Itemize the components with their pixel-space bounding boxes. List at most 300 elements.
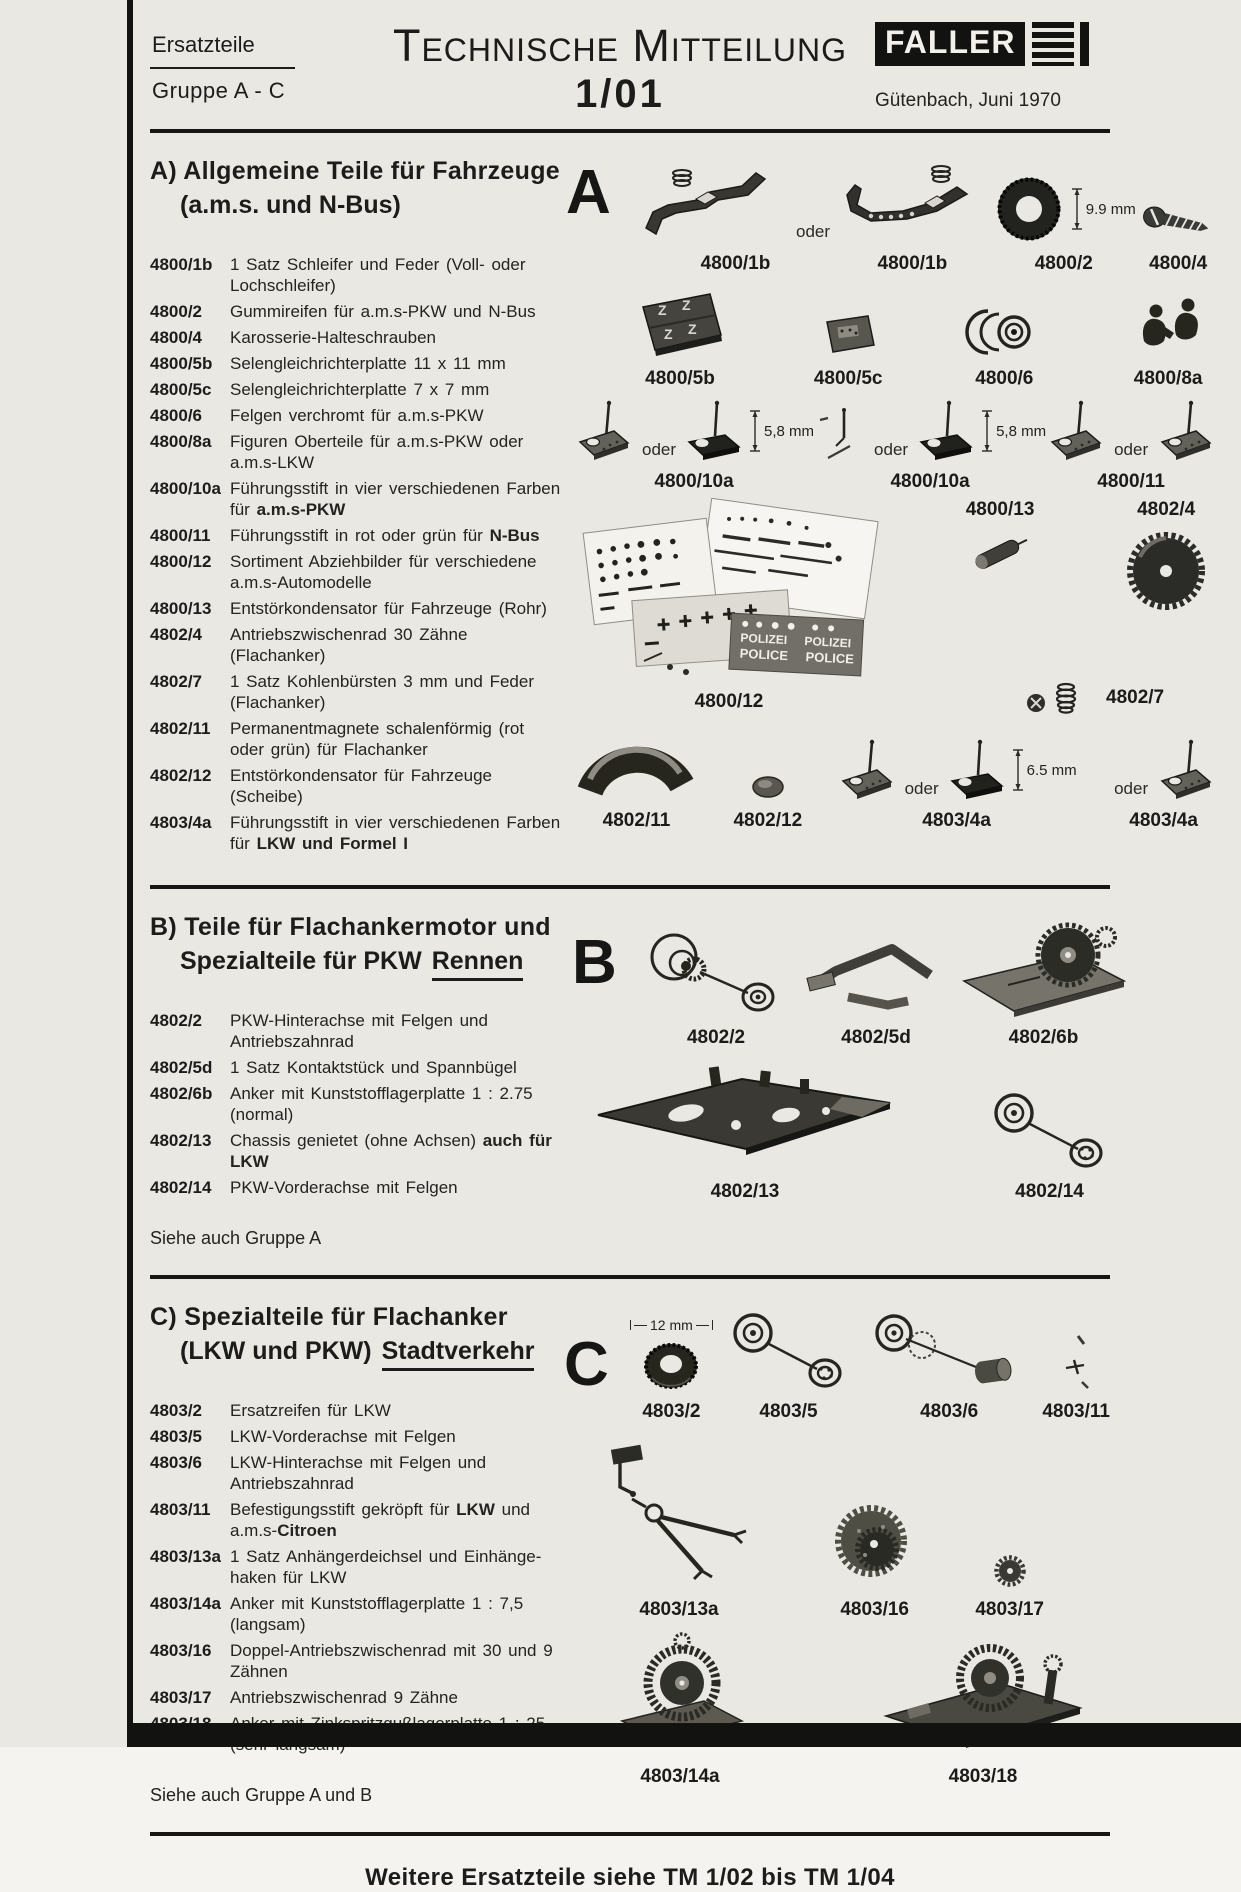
part-description	[230, 478, 562, 520]
part-number-label: 4803/14a	[640, 1766, 720, 1787]
part-number-label: 4800/4	[1149, 253, 1208, 274]
figure-parts	[638, 1338, 704, 1394]
figure-4800-13	[964, 499, 1036, 579]
section-heading-line2	[150, 947, 562, 976]
figure-row	[574, 1309, 1110, 1423]
figure-with-side-label	[1022, 677, 1164, 719]
part-description	[230, 431, 562, 473]
part-number-label: 4802/11	[602, 810, 671, 831]
part-description-segment: Anker mit Kunststofflagerplatte 1 : 7,5 (langsam)	[230, 1594, 524, 1634]
parts-list-item	[150, 405, 562, 426]
oder-label: oder	[1114, 779, 1149, 798]
figure-4802-7	[1022, 677, 1164, 719]
parts-list-item	[150, 1452, 562, 1494]
logo-bar-icon	[1080, 22, 1089, 66]
parts-list-item	[150, 1130, 562, 1172]
parts-list-item	[150, 1687, 562, 1708]
figure-parts	[636, 925, 796, 1020]
part-description-segment: und a.m.s-	[230, 1500, 530, 1540]
part-number: 4802/2	[150, 1011, 202, 1030]
part-description	[230, 1452, 562, 1494]
left-margin-rule	[127, 0, 133, 1727]
section-heading-line2	[150, 191, 562, 220]
part-description-segment: Karosserie-Halteschrauben	[230, 328, 436, 347]
parts-list-item	[150, 379, 562, 400]
part-description-segment: Führungsstift in vier verschiedenen Farben für	[230, 813, 561, 853]
parts-list-item	[150, 431, 562, 473]
tire-small-icon	[638, 1338, 704, 1394]
part-description-segment: Permanentmagnete schalenförmig (rot oder grün) für Flachanker	[230, 719, 525, 759]
part-number-label: 4800/13	[965, 499, 1035, 520]
parts-list-item	[150, 624, 562, 666]
figure-row	[574, 915, 1131, 1049]
oder-label: oder	[796, 222, 831, 241]
svg-text:Z: Z	[682, 297, 691, 313]
part-number-label: 4803/11	[1042, 1401, 1110, 1422]
section-B	[150, 889, 1110, 1263]
parts-list-item	[150, 301, 562, 322]
figure-parts	[1126, 295, 1210, 361]
part-number: 4802/14	[150, 1178, 212, 1197]
part-number: 4803/6	[150, 1453, 202, 1472]
figure-parts	[817, 1497, 932, 1592]
part-description-segment: 1 Satz Anhängerdeichsel und Einhänge-haken für LKW	[230, 1547, 542, 1587]
figure-parts	[982, 1089, 1117, 1174]
parts-list-item	[150, 598, 562, 619]
figure-parts	[966, 303, 1042, 361]
part-description-segment: Anker mit Kunststofflagerplatte 1 : 2.75 (normal)	[230, 1084, 533, 1124]
parts-list	[150, 1400, 562, 1755]
parts-list-item	[150, 1546, 562, 1588]
dimension-annotation: 12 mm	[630, 1317, 713, 1333]
part-description	[230, 405, 562, 426]
part-number: 4803/16	[150, 1641, 212, 1660]
section-heading-line1: C) Spezialteile für Flachanker	[150, 1303, 508, 1331]
issue-number: 1/01	[575, 72, 665, 116]
brush-spring-icon	[1022, 677, 1092, 719]
guide-pin-light-icon	[837, 737, 897, 803]
page-title: Technische Mitteilung	[392, 20, 848, 71]
part-number: 4802/4	[150, 625, 202, 644]
figure-4800-10a	[814, 398, 1046, 493]
part-description-segment: Gummireifen für a.m.s-PKW und N-Bus	[230, 302, 536, 321]
part-number: 4800/13	[150, 599, 212, 618]
section-heading	[150, 1303, 562, 1366]
part-number: 4803/13a	[150, 1547, 221, 1566]
contact-slider-icon	[638, 166, 788, 246]
oder-label: oder	[642, 440, 677, 459]
figure-parts	[1111, 737, 1216, 803]
part-number: 4802/5d	[150, 1058, 213, 1077]
part-description	[230, 1010, 562, 1052]
screw-icon	[1140, 198, 1216, 246]
part-number-label: 4800/8a	[1133, 368, 1203, 389]
figure-parts	[1140, 198, 1216, 246]
part-number-label: 4803/4a	[922, 810, 991, 831]
figure-4800-10a	[574, 398, 814, 493]
part-description-segment: Antriebszwischenrad 30 Zähne (Flachanker)	[230, 625, 468, 665]
section-heading-line2-text: (a.m.s. und N-Bus)	[180, 191, 401, 219]
drawbar-icon	[584, 1437, 774, 1592]
part-number: 4800/5b	[150, 354, 213, 373]
figure-4800-5b	[630, 285, 730, 390]
parts-list-item	[150, 1400, 562, 1421]
part-number: 4800/2	[150, 302, 202, 321]
dimension-annotation: 5,8 mm	[981, 408, 1046, 454]
rear-axle-icon	[636, 925, 796, 1020]
contact-slider-dotted-icon	[837, 161, 987, 246]
parts-list-item	[150, 1057, 562, 1078]
header-left	[150, 20, 365, 117]
part-description	[230, 1640, 562, 1682]
part-description-segment: Sortiment Abziehbilder für verschiedene a.m.s-Automodelle	[230, 552, 537, 592]
figure-4803-17	[975, 1550, 1044, 1621]
figure-4800-5c	[814, 307, 883, 390]
figure-parts	[837, 737, 1077, 803]
section-heading-line1: A) Allgemeine Teile für Fahrzeuge	[150, 157, 560, 185]
part-number-label: 4802/4	[1137, 499, 1196, 520]
parts-list	[150, 254, 562, 854]
figure-4803-16	[817, 1497, 932, 1621]
section-letter: C	[564, 1330, 609, 1399]
parts-list-item	[150, 478, 562, 520]
part-number-label: 4803/18	[948, 1766, 1018, 1787]
part-number: 4800/5c	[150, 380, 212, 399]
part-number: 4803/2	[150, 1401, 202, 1420]
part-description-segment: PKW-Vorderachse mit Felgen	[230, 1178, 458, 1197]
contact-bracket-icon	[796, 935, 956, 1020]
figure-parts	[1116, 527, 1216, 615]
figure-parts	[638, 166, 833, 246]
part-description	[230, 1687, 562, 1708]
figure-parts	[986, 1550, 1034, 1592]
part-description-segment: 1 Satz Kohlenbürsten 3 mm und Feder (Flachanker)	[230, 672, 534, 712]
figure-4802-14	[982, 1089, 1117, 1203]
figure-4803-6	[864, 1309, 1034, 1423]
part-number: 4802/6b	[150, 1084, 213, 1103]
front-axle-icon	[721, 1309, 856, 1394]
part-description-segment: Selengleichrichterplatte 11 x 11 mm	[230, 354, 506, 373]
part-number: 4800/10a	[150, 479, 221, 498]
part-description-segment: LKW und Formel I	[256, 834, 408, 853]
figure-4803-5	[721, 1309, 856, 1423]
double-gear-icon	[817, 1497, 932, 1592]
part-number-label: 4803/2	[642, 1401, 701, 1422]
svg-text:POLIZEI: POLIZEI	[740, 630, 788, 648]
part-number: 4800/12	[150, 552, 212, 571]
figure-parts	[796, 935, 956, 1020]
part-number: 4800/8a	[150, 432, 212, 451]
figure-4802-12	[733, 771, 802, 832]
parts-list-item	[150, 353, 562, 374]
part-description-segment: a.m.s-PKW	[256, 500, 346, 519]
chrome-wheel-icon	[966, 303, 1042, 361]
part-description	[230, 1177, 562, 1198]
chassis-icon	[590, 1059, 900, 1174]
figure-4803-13a	[584, 1437, 774, 1621]
dimension-annotation: 6.5 mm	[1012, 747, 1077, 793]
part-number-label: 4800/12	[694, 691, 764, 712]
part-number-label: 4800/11	[1097, 471, 1165, 492]
part-description	[230, 1057, 562, 1078]
section-B-figures	[562, 913, 1131, 1249]
part-number: 4803/14a	[150, 1594, 221, 1613]
header-center	[365, 20, 875, 117]
magnet-shell-icon	[574, 719, 699, 803]
footer-note: Weitere Ersatzteile siehe TM 1/02 bis TM 1/04	[365, 1864, 895, 1891]
parts-list-item	[150, 1499, 562, 1541]
figure-4802-6b	[956, 915, 1131, 1049]
section-heading-line2-text: Spezialteile für PKW	[180, 947, 422, 975]
header-right	[875, 20, 1110, 117]
parts-list-item	[150, 525, 562, 546]
section-heading	[150, 913, 562, 976]
figure-parts	[956, 915, 1131, 1020]
section-letter: B	[572, 928, 617, 997]
part-number-label: 4800/10a	[890, 471, 970, 492]
part-description-segment: LKW	[456, 1500, 495, 1519]
part-description-segment: Führungsstift in vier verschiedenen Farben für	[230, 479, 561, 519]
part-description	[230, 598, 562, 619]
part-description	[230, 812, 562, 854]
figure-4800-6	[966, 303, 1042, 390]
part-number: 4800/1b	[150, 255, 213, 274]
guide-pin-light-icon	[1046, 398, 1106, 464]
figure-4803-14a	[600, 1629, 760, 1788]
part-number-label: 4800/1b	[877, 253, 948, 274]
figure-4803-4a	[837, 737, 1077, 832]
guide-pin-dark-icon	[684, 398, 744, 464]
part-number-label: 4803/13a	[639, 1599, 719, 1620]
figure-parts	[1054, 1330, 1098, 1394]
figure-4800-4	[1140, 198, 1216, 275]
svg-text:POLICE: POLICE	[739, 645, 789, 664]
part-number: 4803/11	[150, 1500, 211, 1519]
part-description	[230, 1426, 562, 1447]
guide-pin-light-icon	[1156, 398, 1216, 464]
faller-logo	[875, 22, 1110, 66]
svg-text:POLICE: POLICE	[805, 649, 855, 667]
section-heading-line2-text: (LKW und PKW)	[180, 1337, 372, 1365]
part-description-segment: Chassis genietet (ohne Achsen)	[230, 1131, 483, 1150]
parts-list-item	[150, 718, 562, 760]
part-number-label: 4802/5d	[841, 1027, 911, 1048]
part-description	[230, 254, 562, 296]
rectifier-plate-small-icon	[816, 307, 880, 361]
part-description-segment: auch für LKW	[230, 1131, 552, 1171]
footer	[150, 1836, 1110, 1892]
part-number: 4802/7	[150, 672, 202, 691]
capacitor-tube-icon	[964, 527, 1036, 579]
part-description-segment: Felgen verchromt für a.m.s-PKW	[230, 406, 484, 425]
guide-pin-light-icon	[1156, 737, 1216, 803]
parts-list-item	[150, 1010, 562, 1052]
see-also-note: Siehe auch Gruppe A	[150, 1228, 322, 1248]
guide-pin-dark-icon	[947, 737, 1007, 803]
part-number: 4803/4a	[150, 813, 212, 832]
figure-row	[574, 285, 1216, 390]
figures-icon	[1126, 295, 1210, 361]
section-heading-underlined-word: Rennen	[432, 947, 524, 981]
figure-4803-2	[630, 1317, 713, 1423]
figure-row	[574, 1059, 1131, 1203]
part-number-label: 4800/1b	[700, 253, 771, 274]
part-description	[230, 1130, 562, 1172]
part-description-segment: 1 Satz Schleifer und Feder (Voll- oder Lochschleifer)	[230, 255, 526, 295]
figure-4800-11	[1046, 398, 1216, 493]
figure-parts	[574, 719, 699, 803]
figure-row	[574, 398, 1216, 493]
part-number-label: 4800/10a	[654, 471, 734, 492]
figure-parts	[816, 307, 880, 361]
figure-row	[574, 161, 1216, 275]
svg-text:Z: Z	[688, 321, 697, 337]
front-axle-icon	[982, 1089, 1117, 1174]
figure-4802-5d	[796, 935, 956, 1049]
bent-pin-icon	[1054, 1330, 1098, 1394]
part-number-label: 4803/6	[920, 1401, 979, 1422]
section-A-figures	[562, 157, 1216, 859]
bottom-edge-bar	[127, 1723, 1241, 1747]
content	[150, 0, 1208, 1892]
section-heading-line1: B) Teile für Flachankermotor und	[150, 913, 551, 941]
part-description-segment: LKW-Vorderachse mit Felgen	[230, 1427, 456, 1446]
parts-list-item	[150, 1593, 562, 1635]
figure-parts	[864, 1309, 1034, 1394]
part-number-label: 4800/6	[975, 368, 1034, 389]
part-description-segment: Führungsstift in rot oder grün für	[230, 526, 490, 545]
header	[150, 0, 1110, 117]
group-label: Gruppe A - C	[152, 78, 286, 103]
guide-pin-light-icon	[574, 398, 634, 464]
part-number: 4803/5	[150, 1427, 202, 1446]
figure-parts	[1022, 677, 1092, 719]
figure-4800-1b	[837, 161, 987, 275]
part-number: 4800/4	[150, 328, 202, 347]
dimension-annotation: 5,8 mm	[749, 408, 814, 454]
parts-list-item	[150, 671, 562, 713]
figure-parts	[837, 161, 987, 246]
gear-30-icon	[1116, 527, 1216, 615]
part-number-label: 4800/5b	[645, 368, 715, 389]
see-also-note: Siehe auch Gruppe A und B	[150, 1785, 373, 1805]
oder-label: oder	[904, 779, 939, 798]
figure-parts	[574, 499, 884, 684]
figure-parts	[814, 398, 1046, 464]
pin-loose-icon	[814, 402, 866, 464]
part-number: 4802/11	[150, 719, 211, 738]
guide-pin-dark-icon	[916, 398, 976, 464]
doc-type-label: Ersatzteile	[150, 32, 295, 69]
small-gear-icon	[986, 1550, 1034, 1592]
part-description-segment: LKW-Hinterachse mit Felgen und Antriebszahnrad	[230, 1453, 487, 1493]
section-B-text	[150, 913, 562, 1249]
parts-list-item	[150, 812, 562, 854]
brand-name: FALLER	[875, 22, 1025, 66]
oder-label: oder	[1114, 440, 1149, 459]
part-number-label: 4803/4a	[1129, 810, 1198, 831]
part-description	[230, 1546, 562, 1588]
part-number-label: 4802/2	[686, 1027, 746, 1048]
part-description-segment: Befestigungsstift gekröpft für	[230, 1500, 457, 1519]
part-description	[230, 671, 562, 713]
parts-list-item	[150, 551, 562, 593]
figure-parts	[721, 1309, 856, 1394]
part-description	[230, 624, 562, 666]
figure-4803-4a	[1111, 737, 1216, 832]
part-description	[230, 301, 562, 322]
section-heading-line2	[150, 1337, 562, 1366]
figure-4803-11	[1042, 1330, 1110, 1423]
rear-axle-gear-icon	[864, 1309, 1034, 1394]
figure-parts	[1046, 398, 1216, 464]
part-description	[230, 551, 562, 593]
figure-row	[574, 1437, 1110, 1621]
part-number-label: 4800/5c	[813, 368, 883, 389]
part-description-segment: Selengleichrichterplatte 7 x 7 mm	[230, 380, 490, 399]
parts-list-item	[150, 765, 562, 807]
figure-4800-1b	[638, 166, 833, 275]
parts-list-item	[150, 254, 562, 296]
part-number-label: 4802/6b	[1008, 1027, 1079, 1048]
parts-list-item	[150, 1426, 562, 1447]
section-heading-underlined-word: Stadtverkehr	[382, 1337, 535, 1371]
part-description-segment: Antriebszwischenrad 9 Zähne	[230, 1688, 458, 1707]
figure-parts	[745, 771, 791, 803]
part-description-segment: Citroen	[277, 1521, 337, 1540]
figure-parts	[630, 285, 730, 361]
figure-4803-18	[878, 1634, 1088, 1788]
figure-parts	[590, 1059, 900, 1174]
figure-4802-4	[1116, 499, 1216, 615]
part-description-segment: Entstörkondensator für Fahrzeuge (Rohr)	[230, 599, 547, 618]
part-description-segment: 1 Satz Kontaktstück und Spannbügel	[230, 1058, 517, 1077]
part-description	[230, 1083, 562, 1125]
figure-parts	[992, 172, 1136, 246]
figure-parts	[584, 1437, 774, 1592]
part-description-segment: Entstörkondensator für Fahrzeuge (Scheibe)	[230, 766, 492, 806]
part-description	[230, 718, 562, 760]
part-description-segment: Doppel-Antriebszwischenrad mit 30 und 9 Zähnen	[230, 1641, 553, 1681]
part-description	[230, 1400, 562, 1421]
sections-container	[150, 133, 1208, 1836]
part-number-label: 4803/16	[840, 1599, 909, 1620]
dimension-annotation: 9.9 mm	[1071, 186, 1136, 232]
part-description	[230, 525, 562, 546]
part-number: 4800/11	[150, 526, 211, 545]
figure-row	[574, 1629, 1110, 1788]
part-description-segment: Ersatzreifen für LKW	[230, 1401, 391, 1420]
part-number-label: 4803/5	[759, 1401, 818, 1422]
part-description	[230, 379, 562, 400]
decal-sheets-icon	[574, 499, 884, 684]
figure-parts	[964, 527, 1036, 579]
part-description-segment: Figuren Oberteile für a.m.s-PKW oder a.m.s-LKW	[230, 432, 524, 472]
disc-capacitor-icon	[745, 771, 791, 803]
part-number-label: 4802/7	[1106, 687, 1165, 708]
figure-4800-8a	[1126, 295, 1210, 390]
logo-stripes-icon	[1032, 22, 1074, 66]
parts-list-item	[150, 1640, 562, 1682]
parts-list-item	[150, 1083, 562, 1125]
part-number: 4803/17	[150, 1688, 212, 1707]
figure-row	[574, 719, 1216, 832]
part-number-label: 4802/13	[710, 1181, 780, 1202]
figure-4800-12	[574, 499, 884, 713]
part-number: 4800/6	[150, 406, 202, 425]
section-letter: A	[566, 158, 611, 227]
svg-text:POLIZEI: POLIZEI	[804, 634, 852, 651]
